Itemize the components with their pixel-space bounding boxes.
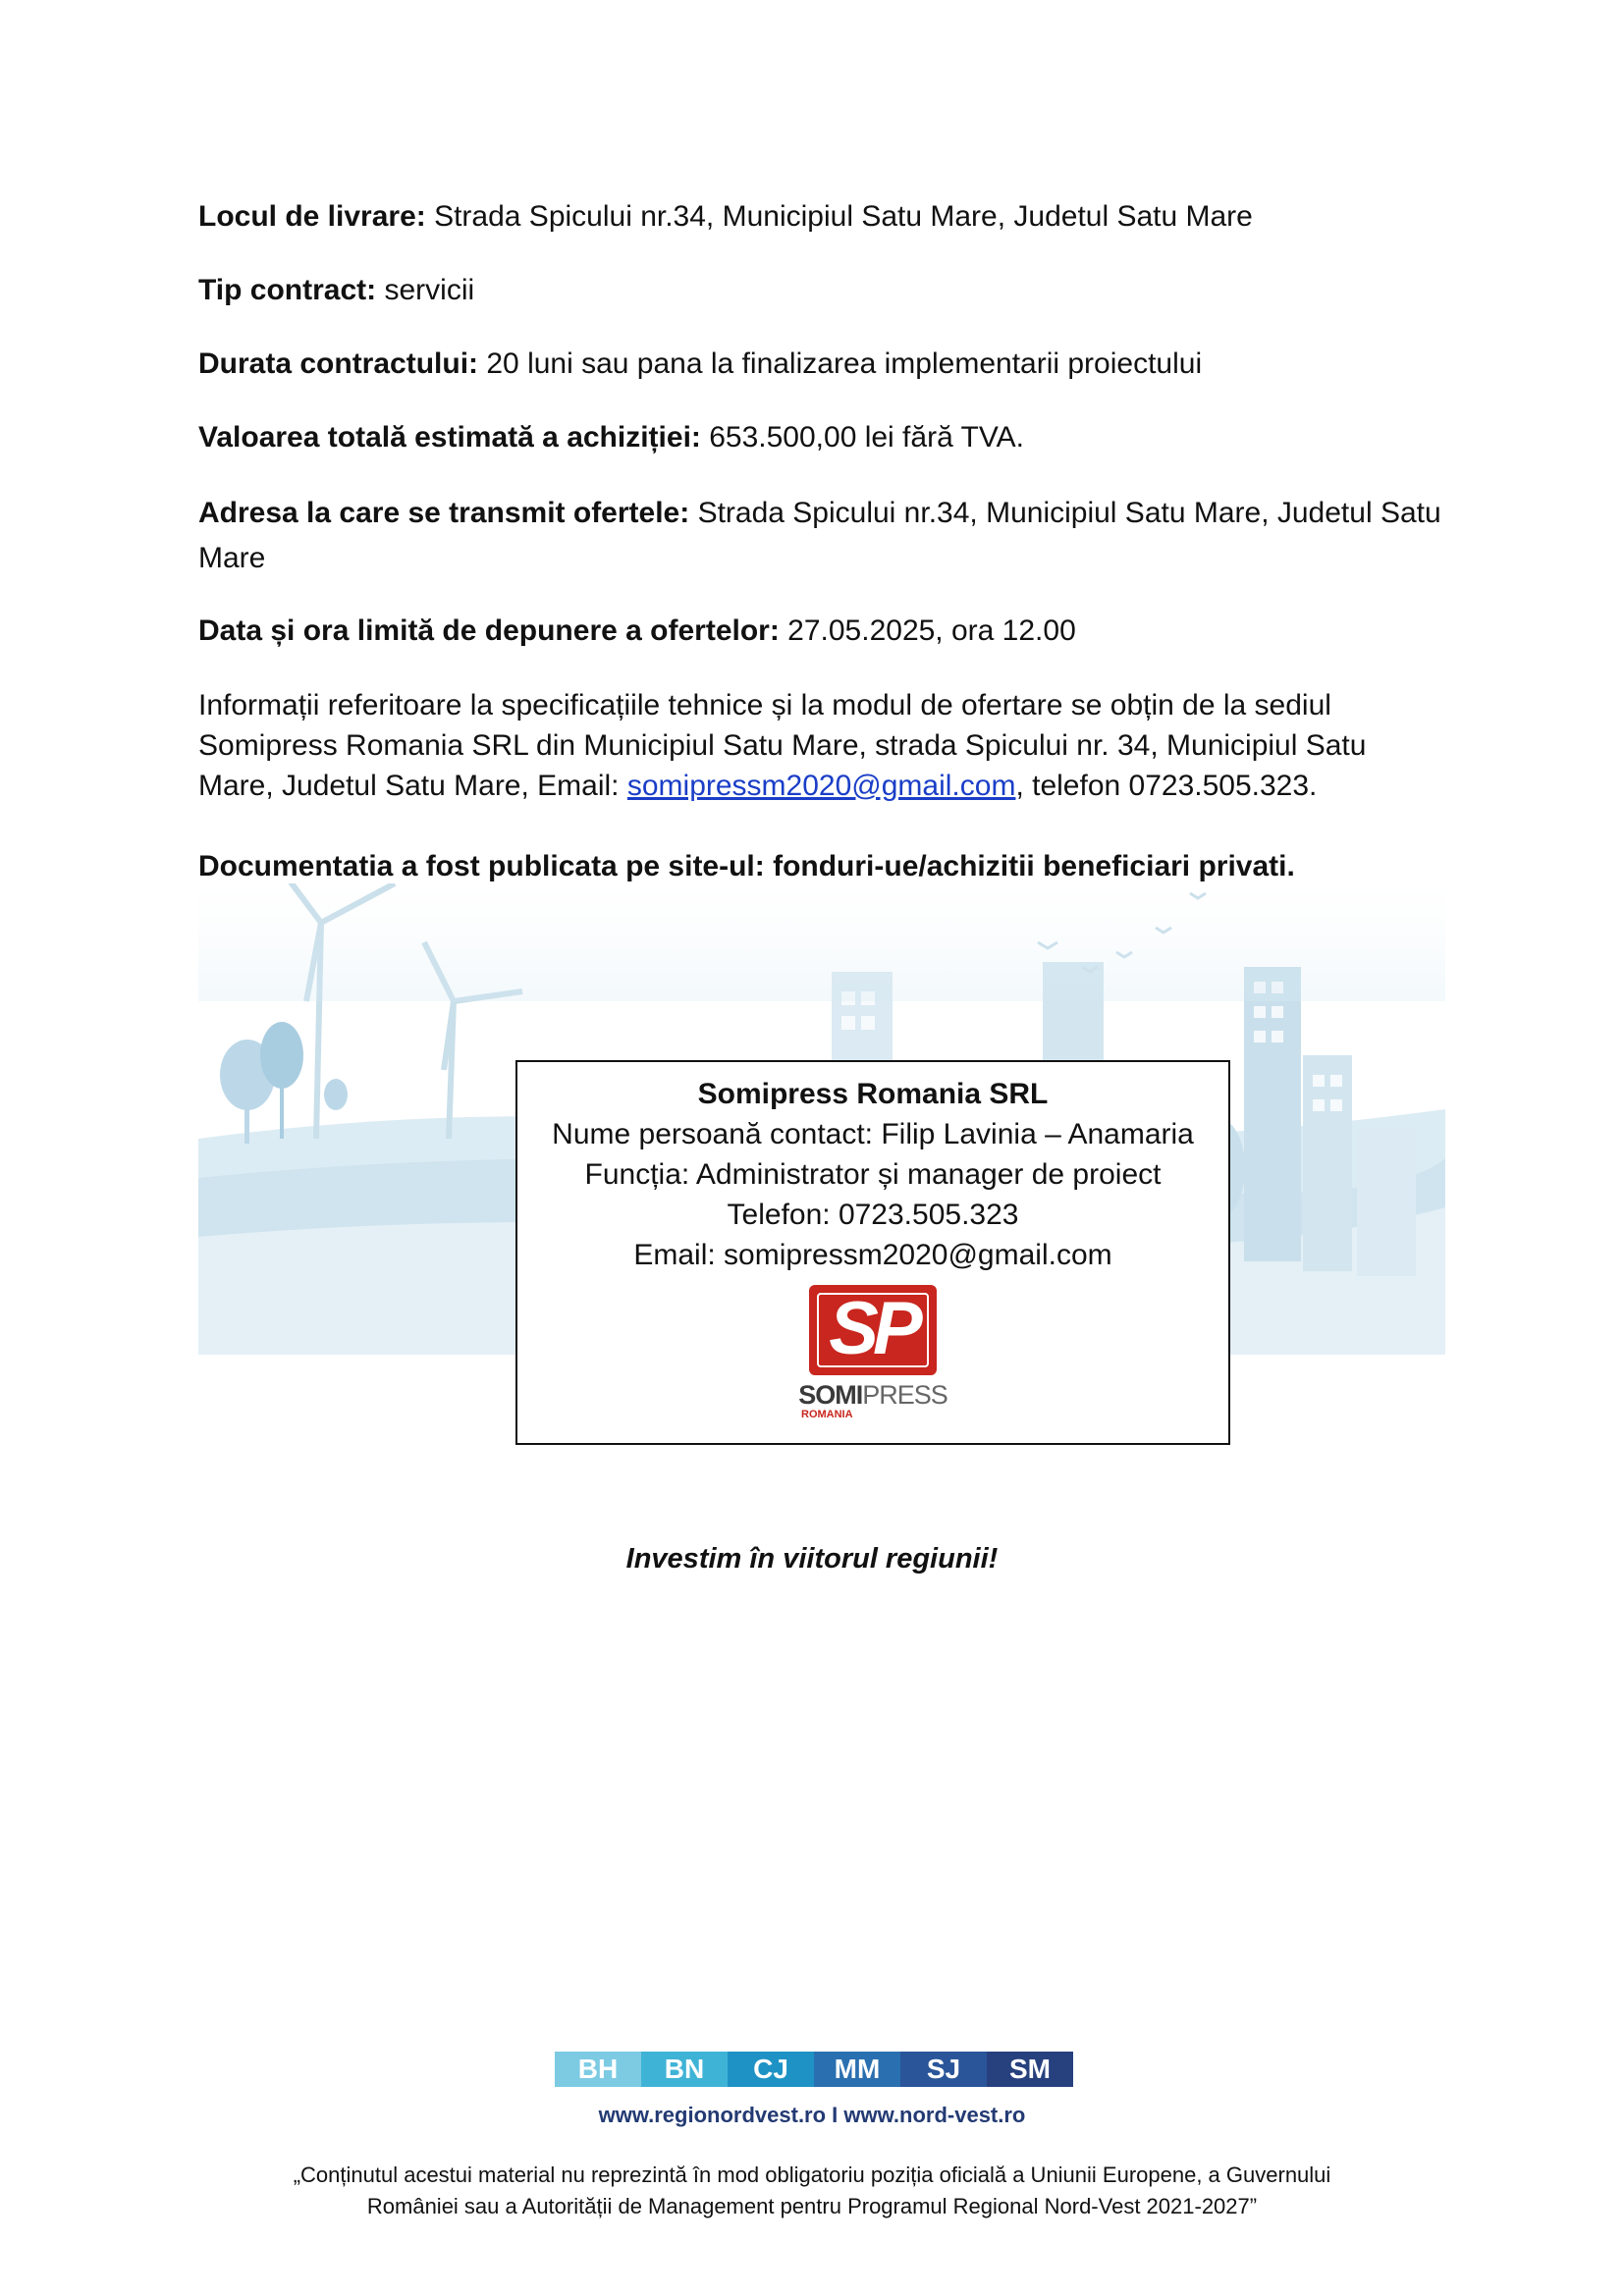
field-value: 653.500,00 lei fără TVA. xyxy=(700,421,1024,454)
field-value: Strada Spicului nr.34, Municipiul Satu Mare, Judetul Satu Mare xyxy=(425,200,1253,233)
field-label: Tip contract: xyxy=(198,274,377,306)
disclaimer-line-1: „Conținutul acestui material nu reprezintă în mod obligatoriu poziția oficială a Uniunii Europene, a Guvernului xyxy=(293,2163,1331,2187)
field-label: Locul de livrare: xyxy=(198,200,426,233)
logo-sub: ROMANIA xyxy=(801,1409,853,1420)
region-mm: MM xyxy=(814,2052,900,2087)
contact-person: Nume persoană contact: Filip Lavinia – Anamaria xyxy=(552,1118,1194,1150)
info-paragraph xyxy=(198,685,1426,806)
publication-note: Documentatia a fost publicata pe site-ul: fonduri-ue/achizitii beneficiari privati. xyxy=(198,850,1295,882)
field-label: Durata contractului: xyxy=(198,347,479,380)
region-bh: BH xyxy=(555,2052,641,2087)
footer-links[interactable]: www.regionordvest.ro I www.nord-vest.ro xyxy=(598,2103,1026,2127)
field-estimated-value xyxy=(198,417,1445,458)
slogan: Investim în viitorul regiunii! xyxy=(625,1543,999,1575)
field-label: Data și ora limită de depunere a ofertelor: xyxy=(198,614,780,647)
info-text-end: , telefon 0723.505.323. xyxy=(1015,770,1318,802)
region-sj: SJ xyxy=(900,2052,987,2087)
field-delivery-location xyxy=(198,196,1445,238)
field-value: Strada Spicului nr.34, Municipiul Satu Mare, Judetul Satu Mare xyxy=(198,497,1441,574)
field-contract-type xyxy=(198,270,1445,311)
field-deadline xyxy=(198,611,1445,652)
field-contract-duration xyxy=(198,344,1445,385)
region-sm: SM xyxy=(987,2052,1073,2087)
contact-box xyxy=(515,1060,1230,1445)
email-link[interactable]: somipressm2020@gmail.com xyxy=(626,770,1016,802)
logo-mark: SP xyxy=(829,1287,917,1370)
field-value: 20 luni sau pana la finalizarea implementarii proiectului xyxy=(478,347,1203,380)
disclaimer-line-2: României sau a Autorității de Management pentru Programul Regional Nord-Vest 2021-2027” xyxy=(366,2194,1258,2218)
field-label: Adresa la care se transmit ofertele: xyxy=(198,497,690,529)
logo-name-rest: PRESS xyxy=(862,1380,947,1410)
footer-disclaimer xyxy=(245,2160,1379,2222)
field-label: Valoarea totală estimată a achiziției: xyxy=(198,421,701,454)
region-cj: CJ xyxy=(728,2052,814,2087)
info-text: Informații referitoare la specificațiile tehnice și la modul de ofertare se obțin de la sediul Somipress Romania SRL din Municipiul Satu Mare, strada Spicului nr. 34, Municipiul Satu Mare, Judetul Satu Mare, Email: xyxy=(198,689,1367,802)
region-bn: BN xyxy=(641,2052,728,2087)
logo-name-bold: SOMI xyxy=(798,1380,863,1410)
contact-role: Funcția: Administrator și manager de proiect xyxy=(584,1158,1162,1191)
field-value: servicii xyxy=(376,274,475,306)
somipress-logo xyxy=(789,1285,956,1420)
region-code-bar xyxy=(555,2052,1073,2087)
company-name: Somipress Romania SRL xyxy=(697,1078,1049,1110)
contact-email: Email: somipressm2020@gmail.com xyxy=(633,1239,1112,1271)
field-offer-address xyxy=(198,491,1445,581)
contact-phone: Telefon: 0723.505.323 xyxy=(727,1199,1019,1231)
field-value: 27.05.2025, ora 12.00 xyxy=(779,614,1076,647)
